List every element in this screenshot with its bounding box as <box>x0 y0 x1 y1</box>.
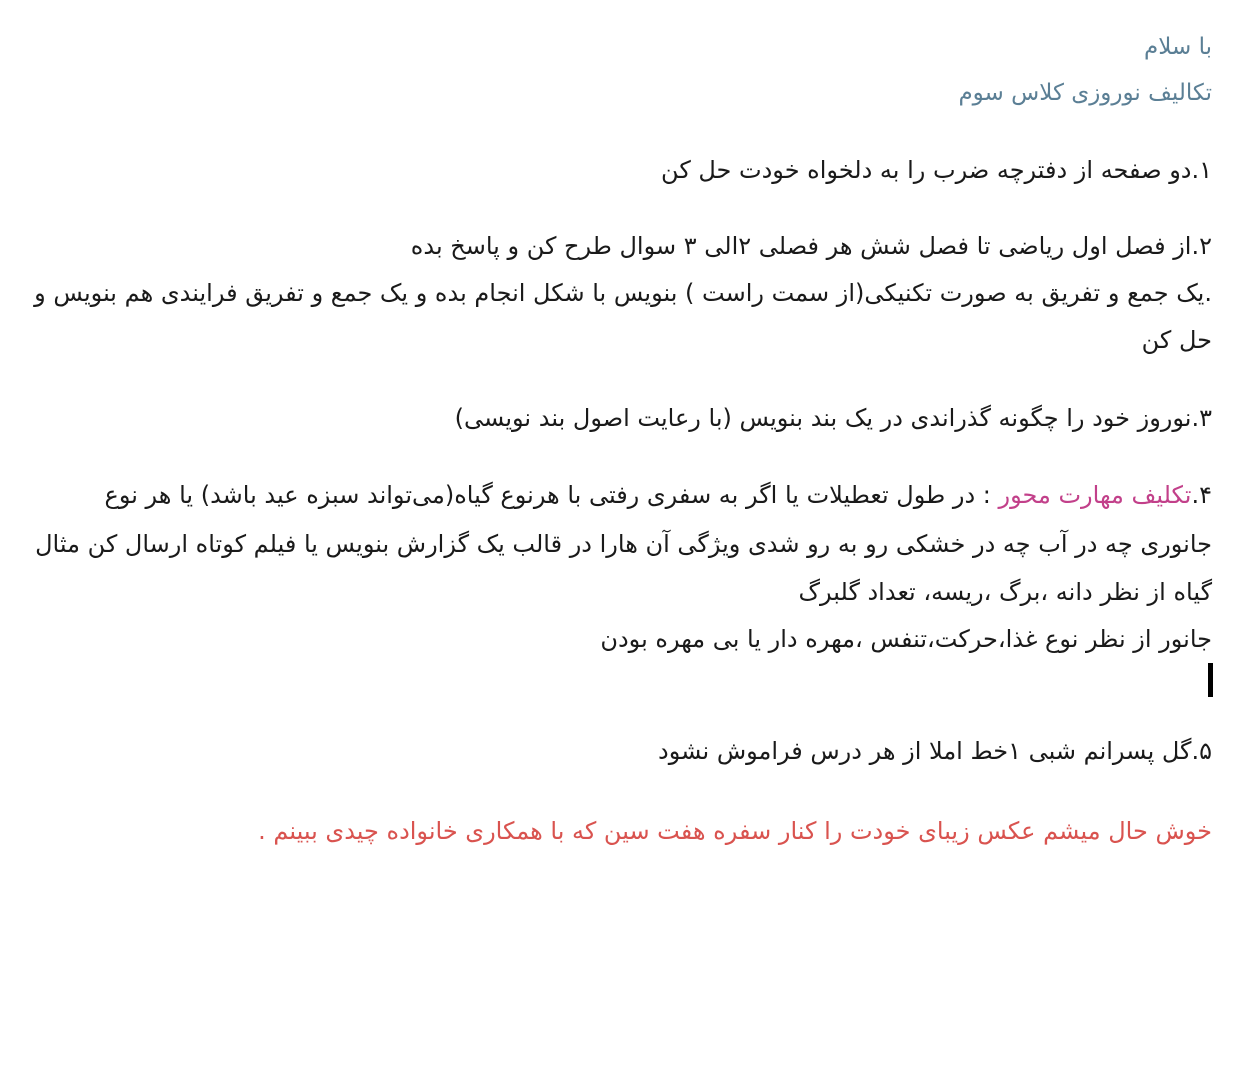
task-4-line-1-text: : در طول تعطیلات یا اگر به سفری رفتی با هرنوع گیاه(می‌تواند سبزه عید باشد) یا هر نوع <box>104 481 999 509</box>
task-1: ۱.دو صفحه از دفترچه ضرب را به دلخواه خودت حل کن <box>661 156 1212 184</box>
task-4-line-1 <box>20 478 1212 512</box>
task-3: ۳.نوروز خود را چگونه گذراندی در یک بند بنویس (با رعایت اصول بند نویسی) <box>454 404 1212 432</box>
task-2-line-3: حل کن <box>1141 326 1212 354</box>
task-4-number: ۴. <box>1191 481 1212 509</box>
homework-title: تکالیف نوروزی کلاس سوم <box>958 80 1212 106</box>
task-4-line-3: گیاه از نظر دانه ،برگ ،ریسه، تعداد گلبرگ <box>798 578 1212 606</box>
task-4-label: تکلیف مهارت محور <box>998 481 1192 509</box>
task-4-line-4: جانور از نظر نوع غذا،حرکت،تنفس ،مهره دار یا بی مهره بودن <box>600 625 1212 653</box>
closing-note: خوش حال میشم عکس زیبای خودت را کنار سفره هفت سین که با همکاری خانواده چیدی ببینم . <box>258 817 1212 845</box>
task-2-line-2: .یک جمع و تفریق به صورت تکنیکی(از سمت راست ) بنویس با شکل انجام بده و یک جمع و تفریق فرایندی هم بنویس و <box>34 279 1212 307</box>
task-5: ۵.گل پسرانم شبی ۱خط املا از هر درس فراموش نشود <box>658 737 1212 765</box>
text-cursor[interactable] <box>1208 663 1213 697</box>
task-2-line-1: ۲.از فصل اول ریاضی تا فصل شش هر فصلی ۲الی ۳ سوال طرح کن و پاسخ بده <box>410 232 1212 260</box>
greeting-line: با سلام <box>1144 34 1212 60</box>
task-4-line-2: جانوری چه در آب چه در خشکی رو به رو شدی ویژگی آن هارا در قالب یک گزارش بنویس یا فیلم کوتاه ارسال کن مثال <box>35 530 1212 558</box>
